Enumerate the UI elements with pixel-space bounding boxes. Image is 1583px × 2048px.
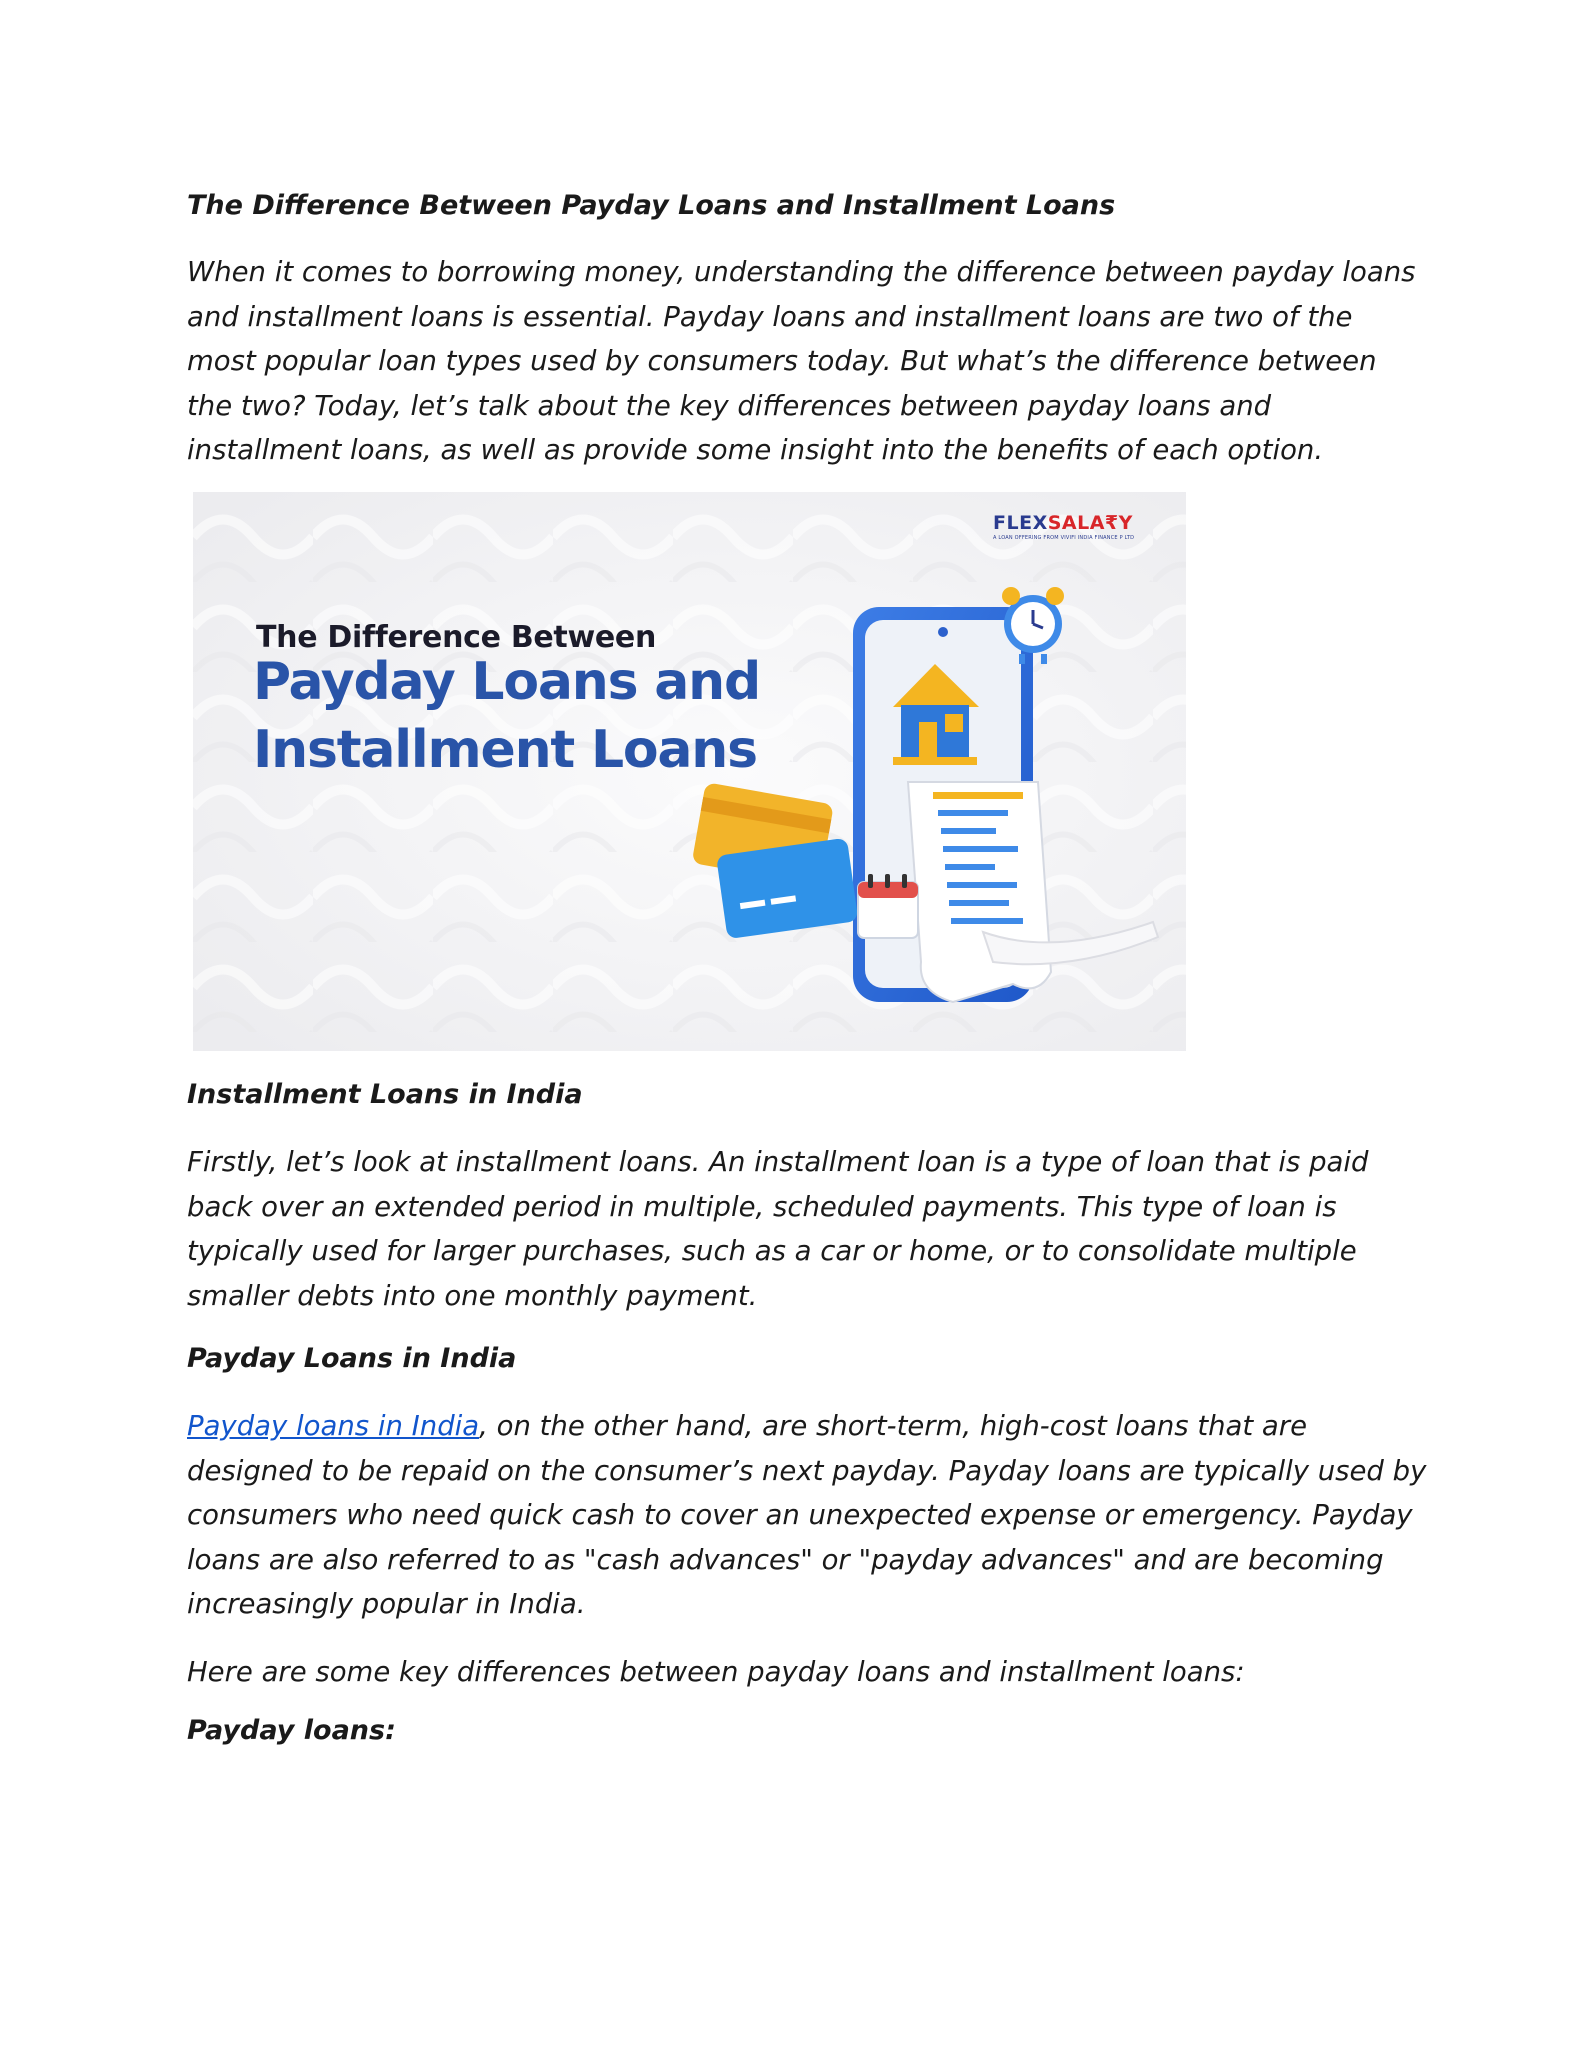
text-line-rest: , on the other hand, are short-term, high-cost loans that are [479,1410,1308,1442]
hero-image [193,492,1186,1051]
text-line: most popular loan types used by consumers today. But what’s the difference between [187,345,1377,377]
payday-heading: Payday Loans in India [187,1343,517,1374]
text-line [187,1404,1426,1449]
text-line: increasingly popular in India. [187,1588,586,1620]
article-title: The Difference Between Payday Loans and Installment Loans [187,190,1116,221]
text-line: loans are also referred to as "cash advances" or "payday advances" and are becoming [187,1543,1384,1576]
hero-big-heading-line-1: Payday Loans and [253,652,760,712]
brand-logo-part-1: FLEX [993,512,1048,534]
brand-logo-part-2: SALA₹Y [1047,512,1133,534]
brand-logo [993,512,1133,534]
text-line: smaller debts into one monthly payment. [187,1279,758,1312]
hero-big-heading-line-2: Installment Loans [253,720,757,780]
calendar-icon [858,874,918,938]
payday-loans-link[interactable]: Payday loans in India [187,1410,480,1442]
hero-small-heading: The Difference Between [256,620,657,655]
text-line: Here are some key differences between payday loans and installment loans: [187,1656,1245,1688]
text-line: and installment loans is essential. Payday loans and installment loans are two of the [187,300,1353,333]
brand-tagline: A LOAN OFFERING FROM VIVIFI INDIA FINANCE P LTD [993,535,1135,541]
intro-paragraph [187,250,1415,473]
text-line: Firstly, let’s look at installment loans. An installment loan is a type of loan that is paid [187,1146,1369,1178]
text-line: consumers who need quick cash to cover an unexpected expense or emergency. Payday [187,1499,1413,1531]
installment-heading: Installment Loans in India [187,1079,583,1110]
payday-list-heading: Payday loans: [187,1715,396,1746]
text-line: the two? Today, let’s talk about the key differences between payday loans and [187,389,1272,422]
payday-paragraph [187,1404,1426,1627]
text-line: typically used for larger purchases, such as a car or home, or to consolidate multiple [187,1235,1357,1267]
differences-intro [187,1650,1245,1695]
text-line: installment loans, as well as provide some insight into the benefits of each option. [187,434,1324,466]
text-line: When it comes to borrowing money, understanding the difference between payday loans [187,256,1416,288]
text-line: designed to be repaid on the consumer’s next payday. Payday loans are typically used by [187,1454,1427,1487]
text-line: back over an extended period in multiple, scheduled payments. This type of loan is [187,1190,1337,1223]
installment-paragraph [187,1140,1369,1318]
